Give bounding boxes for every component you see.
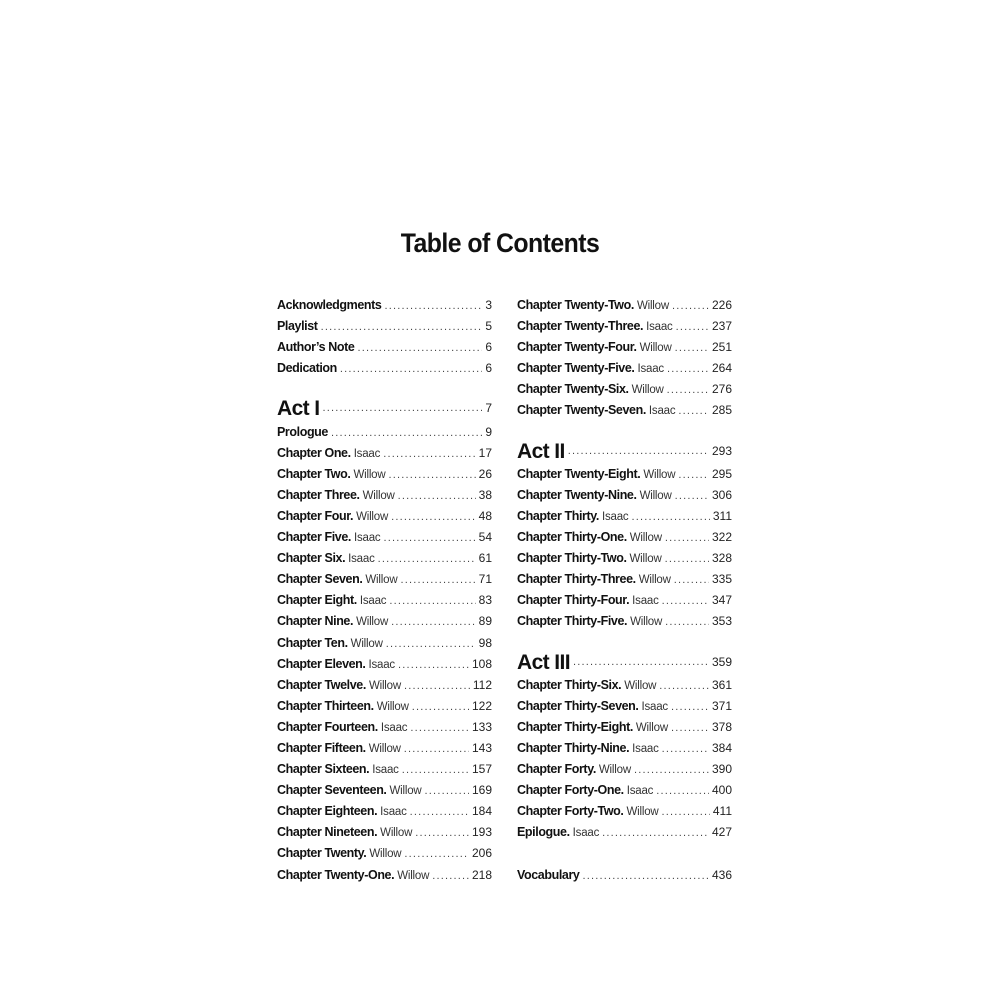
page-number: 384 [711, 740, 732, 755]
dot-leader [678, 401, 709, 421]
dot-leader [662, 739, 709, 759]
dot-leader [389, 591, 475, 611]
page-number: 6 [485, 361, 492, 376]
entry-title: Dedication [277, 361, 337, 376]
dot-leader [383, 444, 475, 464]
dot-leader [398, 486, 476, 506]
page-number: 71 [478, 572, 492, 587]
dot-leader [412, 697, 469, 717]
entry-title: Chapter Twenty-One. [277, 867, 395, 882]
dot-leader [631, 507, 709, 527]
toc-entry [277, 822, 492, 843]
entry-narrator: Isaac [648, 405, 676, 418]
toc-entry [517, 358, 732, 379]
entry-title: Chapter Thirty-Two. [517, 551, 627, 566]
page-number: 427 [711, 825, 732, 840]
entry-title: Chapter Nineteen. [277, 825, 378, 840]
entry-title: Chapter Nine. [277, 614, 354, 629]
page-number: 400 [711, 783, 732, 798]
page-number: 361 [711, 677, 732, 692]
entry-narrator: Isaac [632, 595, 659, 608]
entry-title: Vocabulary [517, 867, 580, 882]
entry-title: Chapter Twenty. [277, 846, 367, 861]
page-number: 157 [471, 762, 492, 777]
entry-title: Playlist [277, 319, 318, 334]
entry-title: Chapter Fifteen. [277, 740, 366, 755]
page-number: 285 [711, 403, 732, 418]
page-number: 169 [471, 783, 492, 798]
entry-narrator: Isaac [368, 658, 395, 671]
toc-entry [517, 316, 732, 337]
toc-act-heading [517, 422, 732, 464]
page-number: 108 [471, 656, 492, 671]
toc-entry [517, 738, 732, 759]
entry-narrator: Isaac [380, 806, 407, 819]
entry-title: Chapter One. [277, 445, 351, 460]
entry-narrator: Willow [368, 742, 401, 755]
dot-leader [331, 423, 482, 443]
toc-entry [517, 822, 732, 843]
dot-leader [391, 507, 476, 527]
page-number: 6 [485, 340, 492, 355]
toc-entry [277, 358, 492, 379]
act-title: Act III [517, 650, 570, 674]
entry-narrator: Isaac [626, 785, 654, 798]
toc-entry [277, 590, 492, 611]
entry-narrator: Isaac [380, 721, 408, 734]
entry-narrator: Isaac [637, 363, 664, 376]
entry-title: Prologue [277, 424, 328, 439]
page-number: 353 [711, 614, 732, 629]
dot-leader [662, 591, 709, 611]
toc-entry [517, 464, 732, 485]
dot-leader [568, 441, 709, 462]
dot-leader [404, 739, 469, 759]
toc-entry [277, 443, 492, 464]
entry-narrator: Isaac [354, 532, 381, 545]
toc-entry [517, 759, 732, 780]
toc-entry [277, 843, 492, 864]
entry-title: Chapter Thirty-Eight. [517, 719, 633, 734]
page-number: 184 [471, 804, 492, 819]
entry-narrator: Willow [598, 764, 631, 777]
toc-entry [277, 633, 492, 654]
entry-narrator: Willow [638, 574, 671, 587]
toc-left-column [277, 295, 492, 886]
dot-leader [602, 823, 709, 843]
entry-narrator: Willow [389, 785, 422, 798]
entry-narrator: Willow [624, 679, 657, 692]
page-number: 411 [712, 804, 732, 819]
page-number: 237 [711, 319, 732, 334]
toc-entry [277, 548, 492, 569]
toc-entry [517, 675, 732, 696]
page-number: 206 [471, 846, 492, 861]
entry-title: Chapter Twenty-Seven. [517, 403, 646, 418]
page-number: 61 [478, 551, 492, 566]
entry-narrator: Willow [629, 532, 662, 545]
page-number: 7 [485, 401, 492, 416]
toc-entry [517, 569, 732, 590]
dot-leader [675, 338, 709, 358]
page-number: 295 [711, 466, 732, 481]
dot-leader [323, 398, 483, 419]
toc-entry [277, 738, 492, 759]
toc-entry [517, 611, 732, 632]
dot-leader [582, 866, 709, 886]
toc-entry [277, 801, 492, 822]
page-number: 122 [471, 698, 492, 713]
toc-entry [277, 422, 492, 443]
dot-leader [675, 486, 709, 506]
entry-title: Chapter Thirty-Seven. [517, 698, 639, 713]
page-number: 335 [711, 572, 732, 587]
entry-narrator: Willow [635, 721, 668, 734]
page-number: 328 [711, 551, 732, 566]
dot-leader [410, 802, 469, 822]
page-number: 89 [478, 614, 492, 629]
entry-title: Chapter Fourteen. [277, 719, 378, 734]
entry-title: Chapter Forty-One. [517, 783, 624, 798]
page-number: 5 [485, 319, 492, 334]
entry-title: Chapter Twelve. [277, 677, 366, 692]
entry-narrator: Willow [639, 489, 672, 502]
dot-leader [676, 317, 709, 337]
entry-narrator: Isaac [601, 510, 629, 523]
entry-title: Chapter Six. [277, 551, 346, 566]
page-number: 112 [472, 677, 492, 692]
entry-title: Chapter Thirteen. [277, 698, 374, 713]
toc-entry [277, 316, 492, 337]
dot-leader [357, 338, 482, 358]
page-number: 347 [711, 593, 732, 608]
dot-leader [425, 781, 469, 801]
page-number: 83 [478, 593, 492, 608]
toc-entry [277, 337, 492, 358]
toc-entry [277, 865, 492, 886]
dot-leader [656, 781, 709, 801]
toc-entry [277, 569, 492, 590]
page-number: 218 [471, 867, 492, 882]
toc-entry [277, 759, 492, 780]
entry-title: Chapter Seventeen. [277, 783, 387, 798]
toc-entry [517, 717, 732, 738]
dot-leader [659, 676, 709, 696]
act-title: Act I [277, 397, 320, 421]
toc-entry [517, 696, 732, 717]
entry-narrator: Isaac [372, 764, 399, 777]
page-number: 306 [711, 487, 732, 502]
dot-leader [410, 718, 469, 738]
page-number: 143 [471, 740, 492, 755]
toc-entry [277, 295, 492, 316]
toc-entry [277, 506, 492, 527]
toc-entry [277, 675, 492, 696]
entry-title: Chapter Twenty-Six. [517, 382, 629, 397]
dot-leader [340, 359, 482, 379]
entry-title: Chapter Eleven. [277, 656, 366, 671]
toc-entry [517, 485, 732, 506]
entry-narrator: Willow [368, 679, 401, 692]
entry-narrator: Isaac [646, 321, 673, 334]
dot-leader [415, 823, 469, 843]
dot-leader [665, 528, 709, 548]
entry-narrator: Willow [626, 806, 659, 819]
entry-title: Chapter Five. [277, 530, 351, 545]
toc-spacer [517, 843, 732, 864]
entry-narrator: Willow [369, 848, 402, 861]
dot-leader [672, 296, 709, 316]
dot-leader [634, 760, 709, 780]
toc-entry [277, 611, 492, 632]
entry-title: Chapter Thirty-One. [517, 530, 627, 545]
entry-narrator: Willow [629, 553, 662, 566]
entry-title: Chapter Four. [277, 508, 354, 523]
entry-title: Chapter Thirty-Three. [517, 572, 636, 587]
entry-title: Epilogue. [517, 825, 570, 840]
toc-entry [517, 801, 732, 822]
entry-narrator: Willow [376, 700, 409, 713]
toc-entry [277, 527, 492, 548]
entry-title: Acknowledgments [277, 298, 382, 312]
page-number: 371 [711, 698, 732, 713]
toc-entry [517, 865, 732, 886]
entry-narrator: Willow [356, 616, 389, 629]
toc-entry [277, 464, 492, 485]
entry-narrator: Willow [356, 510, 389, 523]
page-number: 26 [478, 466, 492, 481]
page-number: 3 [485, 298, 492, 312]
page-number: 359 [711, 654, 732, 669]
dot-leader [432, 866, 469, 886]
entry-title: Chapter Twenty-Four. [517, 340, 637, 355]
page-number: 276 [711, 382, 732, 397]
entry-narrator: Isaac [641, 700, 668, 713]
entry-title: Chapter Thirty. [517, 508, 599, 523]
page-number: 322 [711, 530, 732, 545]
dot-leader [674, 570, 709, 590]
entry-narrator: Willow [643, 468, 676, 481]
dot-leader [378, 549, 476, 569]
dot-leader [398, 655, 469, 675]
toc-entry [277, 654, 492, 675]
dot-leader [402, 760, 469, 780]
entry-title: Chapter Twenty-Two. [517, 298, 634, 312]
entry-title: Chapter Twenty-Three. [517, 319, 644, 334]
entry-title: Chapter Seven. [277, 572, 363, 587]
entry-title: Chapter Thirty-Six. [517, 677, 622, 692]
dot-leader [384, 296, 482, 316]
page-number: 48 [478, 508, 492, 523]
entry-narrator: Isaac [353, 447, 381, 460]
entry-narrator: Willow [397, 869, 430, 882]
entry-title: Chapter Eighteen. [277, 804, 378, 819]
dot-leader [665, 549, 709, 569]
entry-narrator: Willow [631, 384, 664, 397]
entry-title: Chapter Eight. [277, 593, 357, 608]
dot-leader [404, 844, 469, 864]
dot-leader [665, 612, 709, 632]
page-number: 54 [478, 530, 492, 545]
entry-narrator: Willow [353, 468, 386, 481]
entry-narrator: Willow [639, 342, 672, 355]
toc-entry [517, 527, 732, 548]
page-number: 390 [711, 762, 732, 777]
entry-title: Chapter Thirty-Four. [517, 593, 630, 608]
entry-narrator: Isaac [572, 827, 600, 840]
act-title: Act II [517, 439, 565, 463]
entry-title: Chapter Ten. [277, 635, 348, 650]
dot-leader [667, 359, 709, 379]
entry-narrator: Isaac [348, 553, 375, 566]
toc-entry [517, 379, 732, 400]
page-number: 98 [478, 635, 492, 650]
page-number: 9 [485, 424, 492, 439]
page-number: 311 [712, 508, 732, 523]
toc-act-heading [517, 633, 732, 675]
entry-title: Author’s Note [277, 340, 355, 355]
dot-leader [667, 380, 709, 400]
page-title: Table of Contents [400, 228, 600, 258]
entry-title: Chapter Thirty-Five. [517, 614, 628, 629]
page-number: 133 [471, 719, 492, 734]
entry-narrator: Isaac [632, 742, 659, 755]
entry-narrator: Willow [365, 574, 398, 587]
toc-act-heading [277, 379, 492, 421]
toc-entry [517, 400, 732, 421]
entry-title: Chapter Sixteen. [277, 762, 370, 777]
entry-narrator: Willow [362, 489, 395, 502]
entry-title: Chapter Two. [277, 466, 351, 481]
page-number: 17 [478, 445, 492, 460]
entry-narrator: Willow [350, 637, 383, 650]
toc-entry [517, 506, 732, 527]
entry-narrator: Willow [636, 300, 669, 312]
toc-entry [517, 337, 732, 358]
page-number: 293 [711, 443, 732, 458]
entry-narrator: Willow [630, 616, 663, 629]
entry-title: Chapter Three. [277, 487, 360, 502]
toc-right-column [517, 295, 732, 886]
dot-leader [391, 612, 476, 632]
toc-entry [277, 717, 492, 738]
toc-entry [277, 696, 492, 717]
toc-entry [517, 548, 732, 569]
page-number: 251 [711, 340, 732, 355]
toc-entry [517, 780, 732, 801]
entry-title: Chapter Twenty-Nine. [517, 487, 637, 502]
toc-entry [277, 780, 492, 801]
page-number: 226 [711, 298, 732, 312]
entry-title: Chapter Twenty-Eight. [517, 466, 641, 481]
toc-entry [517, 590, 732, 611]
dot-leader [662, 802, 710, 822]
toc-entry [517, 295, 732, 316]
entry-narrator: Isaac [359, 595, 387, 608]
dot-leader [671, 718, 709, 738]
dot-leader [400, 570, 475, 590]
dot-leader [678, 465, 709, 485]
entry-title: Chapter Thirty-Nine. [517, 740, 630, 755]
dot-leader [404, 676, 470, 696]
page-number: 436 [711, 867, 732, 882]
page-number: 378 [711, 719, 732, 734]
entry-title: Chapter Forty. [517, 762, 596, 777]
toc-entry [277, 485, 492, 506]
entry-narrator: Willow [380, 827, 413, 840]
entry-title: Chapter Twenty-Five. [517, 361, 635, 376]
dot-leader [573, 652, 709, 673]
page-number: 193 [471, 825, 492, 840]
dot-leader [384, 528, 476, 548]
page-number: 38 [478, 487, 492, 502]
dot-leader [321, 317, 483, 337]
dot-leader [671, 697, 709, 717]
page-number: 264 [711, 361, 732, 376]
dot-leader [388, 465, 475, 485]
entry-title: Chapter Forty-Two. [517, 804, 624, 819]
dot-leader [386, 634, 476, 654]
